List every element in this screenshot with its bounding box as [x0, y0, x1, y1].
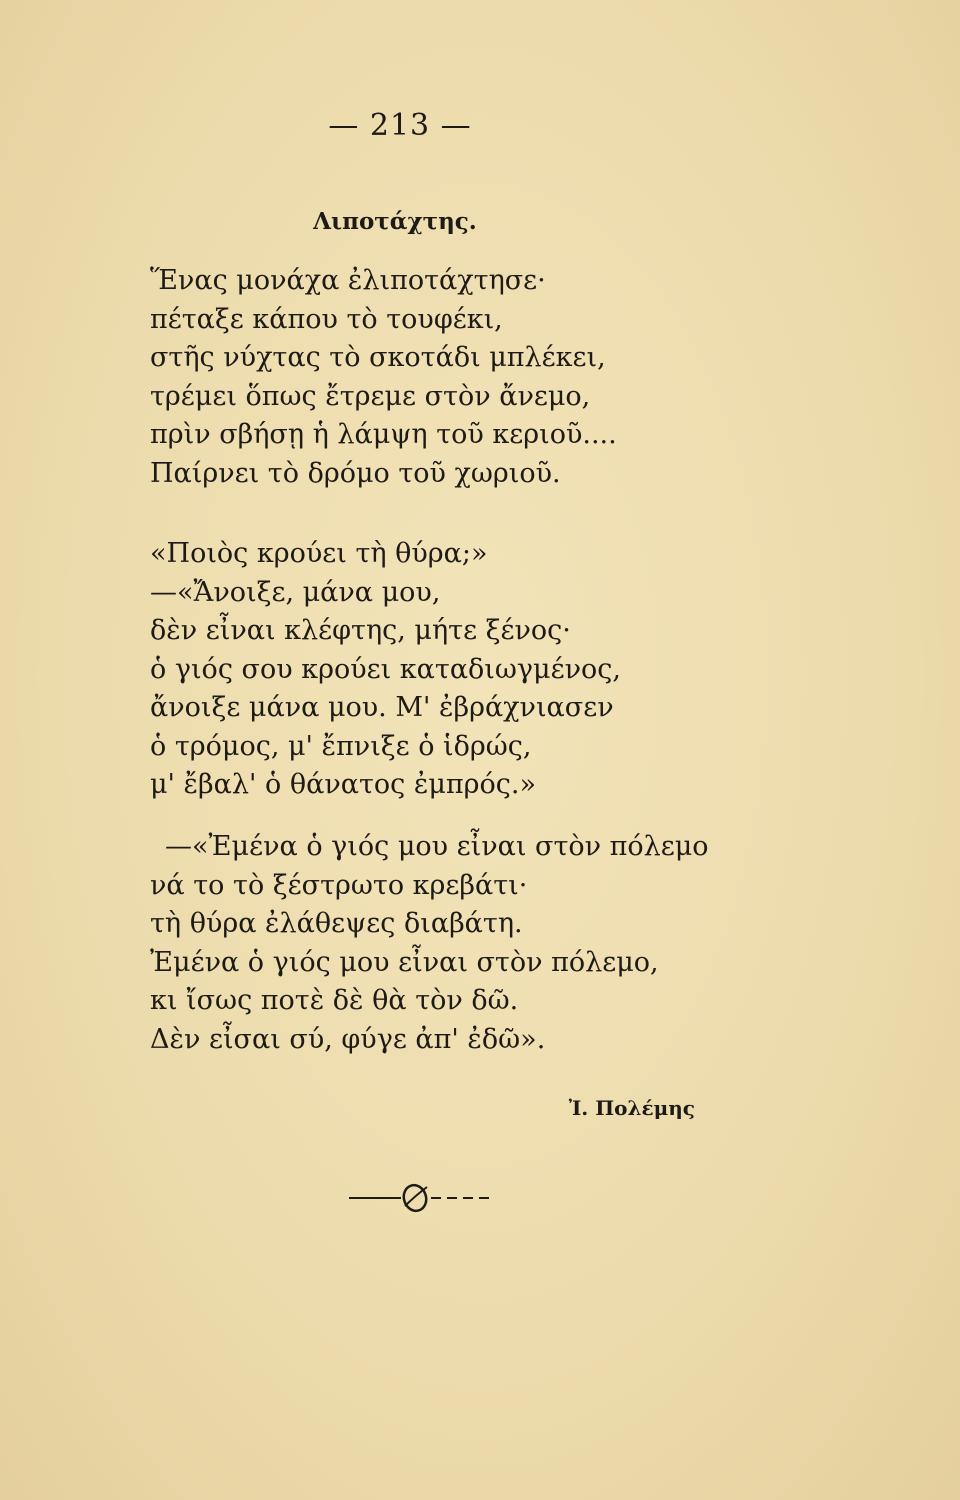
page-number: — 213 — [328, 108, 472, 143]
poem-line: —«Ἄνοιξε, μάνα μου, [150, 576, 441, 608]
poem-line: ὁ τρόμος, μ' ἔπνιξε ὁ ἱδρώς, [150, 730, 532, 762]
poem-line: Ἕνας μονάχα ἐλιποτάχτησε· [150, 265, 546, 296]
poem-line: Δὲν εἶσαι σύ, φύγε ἀπ' ἐδῶ». [150, 1023, 546, 1055]
stanza-3 [150, 828, 790, 1059]
poem-line: ὁ γιός σου κρούει καταδιωγμένος, [150, 653, 621, 685]
poem-line: πέταξε κάπου τὸ τουφέκι, [150, 303, 503, 335]
poem-line: δὲν εἶναι κλέφτης, μήτε ξένος· [150, 615, 571, 646]
poem-line: «Ποιὸς κρούει τὴ θύρα;» [150, 538, 488, 569]
stanza-1 [150, 262, 790, 493]
poem-line: τρέμει ὅπως ἔτρεμε στὸν ἄνεμο, [150, 380, 591, 412]
end-flourish-icon [0, 1178, 840, 1222]
author-signature: Ἰ. Πολέμης [568, 1096, 695, 1120]
poem-line: Παίρνει τὸ δρόμο τοῦ χωριοῦ. [150, 457, 561, 489]
poem-line: μ' ἔβαλ' ὁ θάνατος ἐμπρός.» [150, 769, 537, 800]
poem-line: κι ἴσως ποτὲ δὲ θὰ τὸν δῶ. [150, 985, 519, 1016]
poem-line: —«Ἐμένα ὁ γιός μου εἶναι στὸν πόλεμο [165, 831, 709, 862]
poem-line: νά το τὸ ξέστρωτο κρεβάτι· [150, 869, 528, 901]
end-flourish-glyph [345, 1178, 495, 1218]
poem-line: ἄνοιξε μάνα μου. Μ' ἐβράχνιασεν [150, 692, 614, 723]
poem-title: Λιποτάχτης. [313, 208, 477, 235]
poem-line: Ἐμένα ὁ γιός μου εἶναι στὸν πόλεμο, [150, 946, 659, 978]
stanza-2 [150, 535, 790, 805]
poem-line: πρὶν σβήσῃ ἡ λάμψη τοῦ κεριοῦ.... [150, 419, 617, 450]
poem-line: τὴ θύρα ἐλάθεψες διαβάτη. [150, 908, 523, 939]
poem-line: στῆς νύχτας τὸ σκοτάδι μπλέκει, [150, 342, 606, 373]
